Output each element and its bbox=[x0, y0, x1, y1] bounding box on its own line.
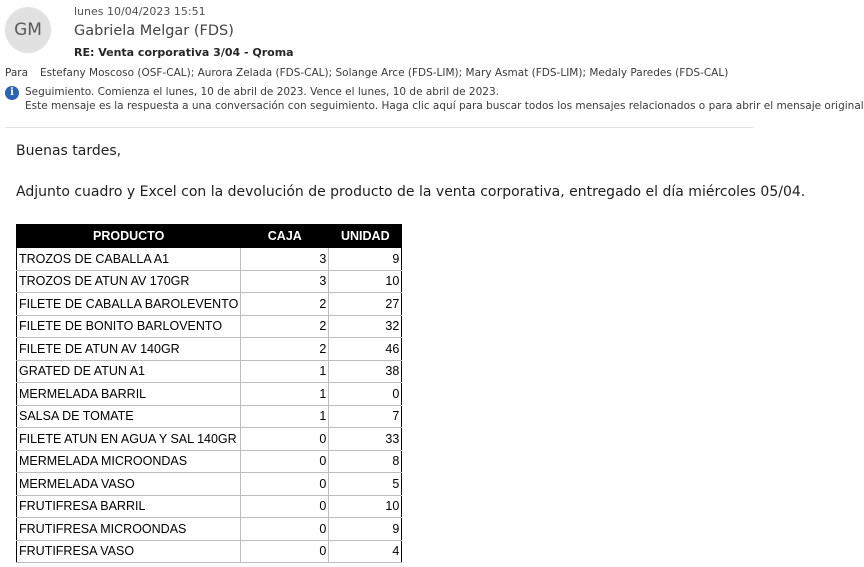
product-cell: SALSA DE TOMATE bbox=[17, 405, 241, 428]
greeting-text: Buenas tardes, bbox=[16, 143, 122, 159]
unidad-cell: 9 bbox=[329, 518, 402, 541]
message-date: lunes 10/04/2023 15:51 bbox=[74, 5, 206, 18]
header-divider bbox=[5, 127, 753, 128]
product-cell: MERMELADA BARRIL bbox=[17, 383, 241, 406]
caja-cell: 2 bbox=[241, 293, 329, 316]
caja-cell: 3 bbox=[241, 248, 329, 271]
product-cell: MERMELADA VASO bbox=[17, 473, 241, 496]
table-row bbox=[17, 293, 402, 316]
table-row bbox=[17, 540, 402, 563]
unidad-cell: 10 bbox=[329, 270, 402, 293]
caja-cell: 0 bbox=[241, 518, 329, 541]
product-cell: FILETE ATUN EN AGUA Y SAL 140GR bbox=[17, 428, 241, 451]
product-cell: FRUTIFRESA BARRIL bbox=[17, 495, 241, 518]
recipients-row bbox=[5, 67, 728, 79]
unidad-cell: 32 bbox=[329, 315, 402, 338]
header-caja: CAJA bbox=[241, 225, 329, 248]
caja-cell: 1 bbox=[241, 383, 329, 406]
unidad-cell: 0 bbox=[329, 383, 402, 406]
unidad-cell: 10 bbox=[329, 495, 402, 518]
table-row bbox=[17, 473, 402, 496]
caja-cell: 1 bbox=[241, 360, 329, 383]
table-row bbox=[17, 428, 402, 451]
unidad-cell: 9 bbox=[329, 248, 402, 271]
caja-cell: 3 bbox=[241, 270, 329, 293]
product-cell: FRUTIFRESA VASO bbox=[17, 540, 241, 563]
unidad-cell: 7 bbox=[329, 405, 402, 428]
info-icon: i bbox=[5, 86, 19, 100]
caja-cell: 0 bbox=[241, 473, 329, 496]
header-unidad: UNIDAD bbox=[329, 225, 402, 248]
table-row bbox=[17, 518, 402, 541]
caja-cell: 0 bbox=[241, 450, 329, 473]
unidad-cell: 8 bbox=[329, 450, 402, 473]
table-row bbox=[17, 495, 402, 518]
table-body bbox=[17, 248, 402, 563]
table-header-row bbox=[17, 225, 402, 248]
unidad-cell: 5 bbox=[329, 473, 402, 496]
sender-name[interactable]: Gabriela Melgar (FDS) bbox=[74, 23, 234, 39]
caja-cell: 0 bbox=[241, 540, 329, 563]
unidad-cell: 38 bbox=[329, 360, 402, 383]
product-cell: FRUTIFRESA MICROONDAS bbox=[17, 518, 241, 541]
table-row bbox=[17, 383, 402, 406]
product-cell: MERMELADA MICROONDAS bbox=[17, 450, 241, 473]
caja-cell: 2 bbox=[241, 315, 329, 338]
product-cell: FILETE DE CABALLA BAROLEVENTO bbox=[17, 293, 241, 316]
header-producto: PRODUCTO bbox=[17, 225, 241, 248]
product-cell: TROZOS DE CABALLA A1 bbox=[17, 248, 241, 271]
caja-cell: 0 bbox=[241, 495, 329, 518]
recipients-list[interactable]: Estefany Moscoso (OSF-CAL); Aurora Zelada (FDS-CAL); Solange Arce (FDS-LIM); Mary Asmat (FDS-LIM); Medaly Paredes (FDS-CAL) bbox=[40, 67, 729, 79]
product-cell: FILETE DE ATUN AV 140GR bbox=[17, 338, 241, 361]
table-row bbox=[17, 248, 402, 271]
caja-cell: 1 bbox=[241, 405, 329, 428]
product-cell: FILETE DE BONITO BARLOVENTO bbox=[17, 315, 241, 338]
body-text: Adjunto cuadro y Excel con la devolución de producto de la venta corporativa, entregado el día miércoles 05/04. bbox=[16, 184, 806, 200]
returns-table bbox=[16, 224, 402, 563]
to-label: Para bbox=[5, 67, 29, 79]
conversation-note-link[interactable]: Este mensaje es la respuesta a una conversación con seguimiento. Haga clic aquí para buscar todos los mensajes relacionados o para abrir el mensaje original bbox=[25, 100, 864, 112]
followup-flag-text: Seguimiento. Comienza el lunes, 10 de abril de 2023. Vence el lunes, 10 de abril de 2023. bbox=[25, 86, 499, 98]
table-row bbox=[17, 270, 402, 293]
caja-cell: 2 bbox=[241, 338, 329, 361]
unidad-cell: 46 bbox=[329, 338, 402, 361]
unidad-cell: 4 bbox=[329, 540, 402, 563]
table-row bbox=[17, 405, 402, 428]
table-row bbox=[17, 315, 402, 338]
product-cell: GRATED DE ATUN A1 bbox=[17, 360, 241, 383]
unidad-cell: 27 bbox=[329, 293, 402, 316]
table-row bbox=[17, 450, 402, 473]
unidad-cell: 33 bbox=[329, 428, 402, 451]
table-row bbox=[17, 338, 402, 361]
caja-cell: 0 bbox=[241, 428, 329, 451]
table-row bbox=[17, 360, 402, 383]
message-subject: RE: Venta corporativa 3/04 - Qroma bbox=[74, 46, 294, 59]
avatar[interactable]: GM bbox=[5, 7, 51, 53]
product-cell: TROZOS DE ATUN AV 170GR bbox=[17, 270, 241, 293]
